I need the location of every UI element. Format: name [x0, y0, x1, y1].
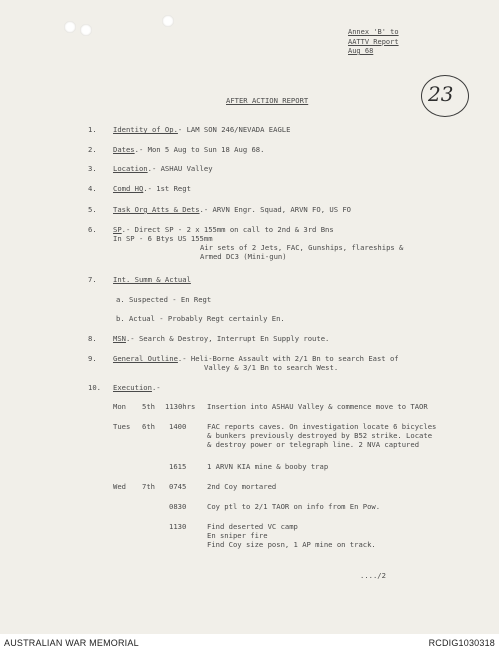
log-time: 1400	[169, 422, 187, 431]
item-number: 2.	[88, 145, 97, 154]
report-title: AFTER ACTION REPORT	[226, 96, 309, 105]
log-time: 1615	[169, 462, 187, 471]
item-number: 1.	[88, 125, 97, 134]
item-4: Comd HQ.- 1st Regt	[113, 184, 191, 193]
punch-hole	[64, 21, 76, 33]
log-date: 7th	[142, 482, 155, 491]
item-9-line: Valley & 3/1 Bn to search West.	[204, 363, 339, 372]
item-number: 7.	[88, 275, 97, 284]
item-3: Location.- ASHAU Valley	[113, 164, 213, 173]
item-6-line: In SP - 6 Btys US 155mm	[113, 234, 213, 243]
item-number: 3.	[88, 164, 97, 173]
item-7b: b. Actual - Probably Regt certainly En.	[116, 314, 285, 323]
log-day: Wed	[113, 482, 126, 491]
log-day: Tues	[113, 422, 131, 431]
item-10: Execution.-	[113, 383, 161, 392]
log-date: 6th	[142, 422, 155, 431]
item-5: Task Org Atts & Dets.- ARVN Engr. Squad, ARVN FO, US FO	[113, 205, 352, 214]
log-time: 0745	[169, 482, 187, 491]
item-6-line: Air sets of 2 Jets, FAC, Gunships, flareships &	[200, 243, 404, 252]
item-8: MSN.- Search & Destroy, Interrupt En Supply route.	[113, 334, 330, 343]
log-time: 1130	[169, 522, 187, 531]
item-7: Int. Summ & Actual	[113, 275, 191, 284]
item-number: 10.	[88, 383, 101, 392]
item-6-line: Armed DC3 (Mini-gun)	[200, 252, 287, 261]
annex-reference: Annex 'B' to AATTV Report Aug 68	[348, 28, 399, 55]
punch-hole	[162, 15, 174, 27]
item-2: Dates.- Mon 5 Aug to Sun 18 Aug 68.	[113, 145, 265, 154]
footer-source: AUSTRALIAN WAR MEMORIAL	[4, 638, 139, 648]
log-entry: 1 ARVN KIA mine & booby trap	[207, 462, 329, 471]
log-date: 5th	[142, 402, 155, 411]
punch-hole	[80, 24, 92, 36]
log-entry: Insertion into ASHAU Valley & commence move to TAOR	[207, 402, 428, 411]
log-entry: Find Coy size posn, 1 AP mine on track.	[207, 540, 376, 549]
item-9: General Outline.- Heli-Borne Assault with 2/1 Bn to search East of	[113, 354, 399, 363]
item-number: 9.	[88, 354, 97, 363]
item-1: Identity of Op.- LAM SON 246/NEVADA EAGLE	[113, 125, 291, 134]
log-time: 0830	[169, 502, 187, 511]
item-number: 8.	[88, 334, 97, 343]
log-entry: 2nd Coy mortared	[207, 482, 277, 491]
item-number: 6.	[88, 225, 97, 234]
log-entry: Coy ptl to 2/1 TAOR on info from En Pow.	[207, 502, 381, 511]
handwritten-page-number: 23	[421, 75, 469, 117]
log-entry: En sniper fire	[207, 531, 268, 540]
continuation-marker: ..../2	[360, 571, 386, 580]
log-entry: & bunkers previously destroyed by B52 strike. Locate	[207, 431, 433, 440]
log-day: Mon	[113, 402, 126, 411]
item-number: 5.	[88, 205, 97, 214]
log-time: 1130hrs	[165, 402, 196, 411]
item-7a: a. Suspected - En Regt	[116, 295, 212, 304]
log-entry: & destroy power or telegraph line. 2 NVA captured	[207, 440, 420, 449]
log-entry: FAC reports caves. On investigation locate 6 bicycles	[207, 422, 437, 431]
item-number: 4.	[88, 184, 97, 193]
footer-id: RCDIG1030318	[428, 638, 495, 648]
item-6: SP.- Direct SP - 2 x 155mm on call to 2nd & 3rd Bns	[113, 225, 334, 234]
log-entry: Find deserted VC camp	[207, 522, 298, 531]
